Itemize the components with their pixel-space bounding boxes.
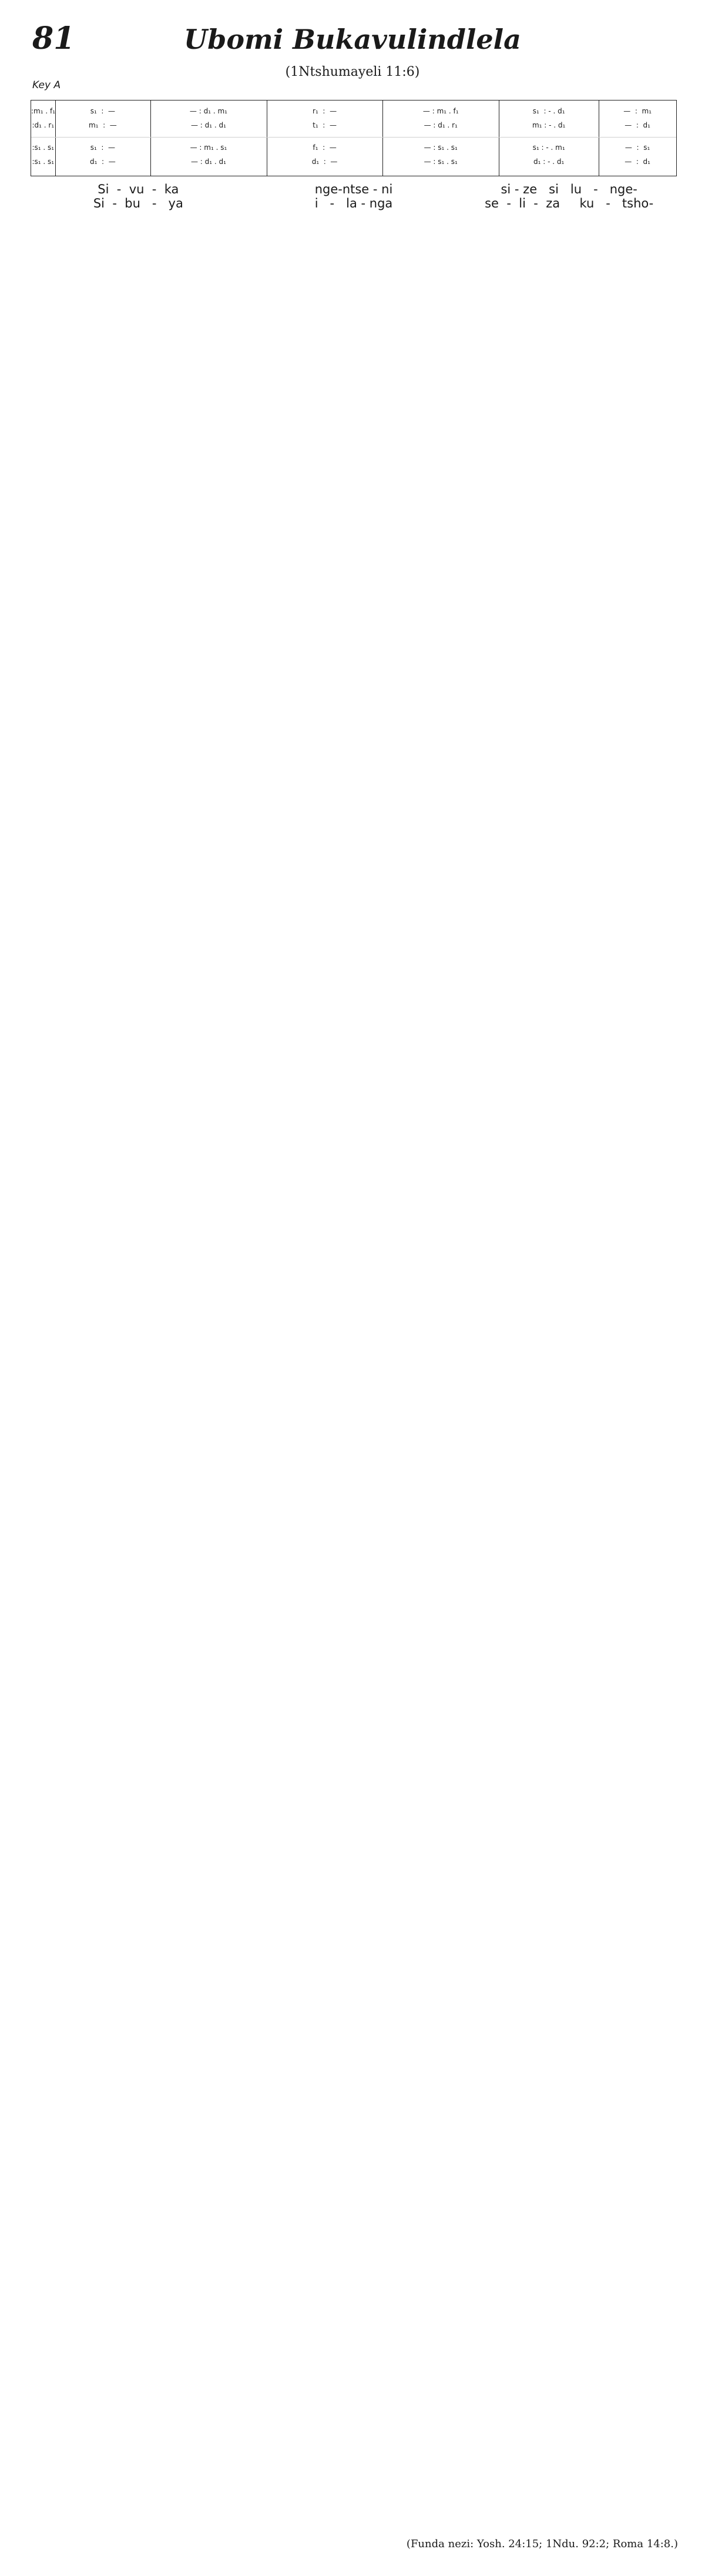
note-cell: f₁ : — <box>313 143 337 152</box>
note-cell: m₁ : - . d₁ <box>532 121 566 129</box>
footer-references: (Funda nezi: Yosh. 24:15; 1Ndu. 92:2; Roma 14:8.) <box>406 2538 678 2550</box>
voice-row <box>31 104 676 118</box>
note-cell: — : s₁ <box>625 143 650 152</box>
note-cell: :d₁ . r₁ <box>32 121 55 129</box>
note-cell: d₁ : — <box>90 158 116 166</box>
lyric-line <box>31 182 677 196</box>
note-cell: — : m₁ . s₁ <box>190 143 227 152</box>
note-cell: :s₁ . s₁ <box>32 143 55 152</box>
staff-divider <box>31 137 676 138</box>
note-cell: — : d₁ . d₁ <box>190 121 226 129</box>
lyric-segment: Si - vu - ka <box>98 182 179 196</box>
note-cell: — : s₁ . s₁ <box>424 143 458 152</box>
note-cell: — : d₁ . d₁ <box>190 158 226 166</box>
note-cell: s₁ : - . m₁ <box>532 143 565 152</box>
note-cell: s₁ : — <box>90 143 116 152</box>
note-cell: — : d₁ <box>625 121 650 129</box>
note-cell: t₁ : — <box>313 121 337 129</box>
note-cell: d₁ : — <box>311 158 338 166</box>
lyric-segment: Si - bu - ya <box>93 196 183 210</box>
note-cell: — : m₁ . f₁ <box>422 107 459 115</box>
note-cell: — : d₁ <box>625 158 650 166</box>
lyric-segment: si - ze si lu - nge- <box>501 182 637 196</box>
note-cell: s₁ : - . d₁ <box>532 107 565 115</box>
note-cell: :s₁ . s₁ <box>32 158 55 166</box>
lyric-line <box>31 196 677 210</box>
note-cell: m₁ : — <box>88 121 117 129</box>
voice-row <box>31 118 676 132</box>
note-cell: :m₁ . f₁ <box>31 107 56 115</box>
staff-box <box>31 100 677 176</box>
lyric-segment: i - la - nga <box>314 196 393 210</box>
music-system <box>31 100 677 210</box>
note-cell: — : m₁ <box>623 107 652 115</box>
note-cell: — : d₁ . m₁ <box>189 107 227 115</box>
note-cell: d₁ : - . d₁ <box>533 158 565 166</box>
page-number: 81 <box>32 21 75 56</box>
note-cell: s₁ : — <box>90 107 116 115</box>
page-title: Ubomi Bukavulindlela <box>184 24 521 55</box>
voice-row <box>31 140 676 155</box>
lyric-segment: se - li - za ku - tsho- <box>485 196 654 210</box>
note-cell: — : s₁ . s₁ <box>424 158 458 166</box>
scripture-reference: (1Ntshumayeli 11:6) <box>285 65 420 79</box>
lyric-segment: nge-ntse - ni <box>314 182 393 196</box>
note-cell: — : d₁ . r₁ <box>424 121 458 129</box>
key-signature: Key A <box>32 79 61 91</box>
voice-row <box>31 155 676 169</box>
note-cell: r₁ : — <box>313 107 337 115</box>
